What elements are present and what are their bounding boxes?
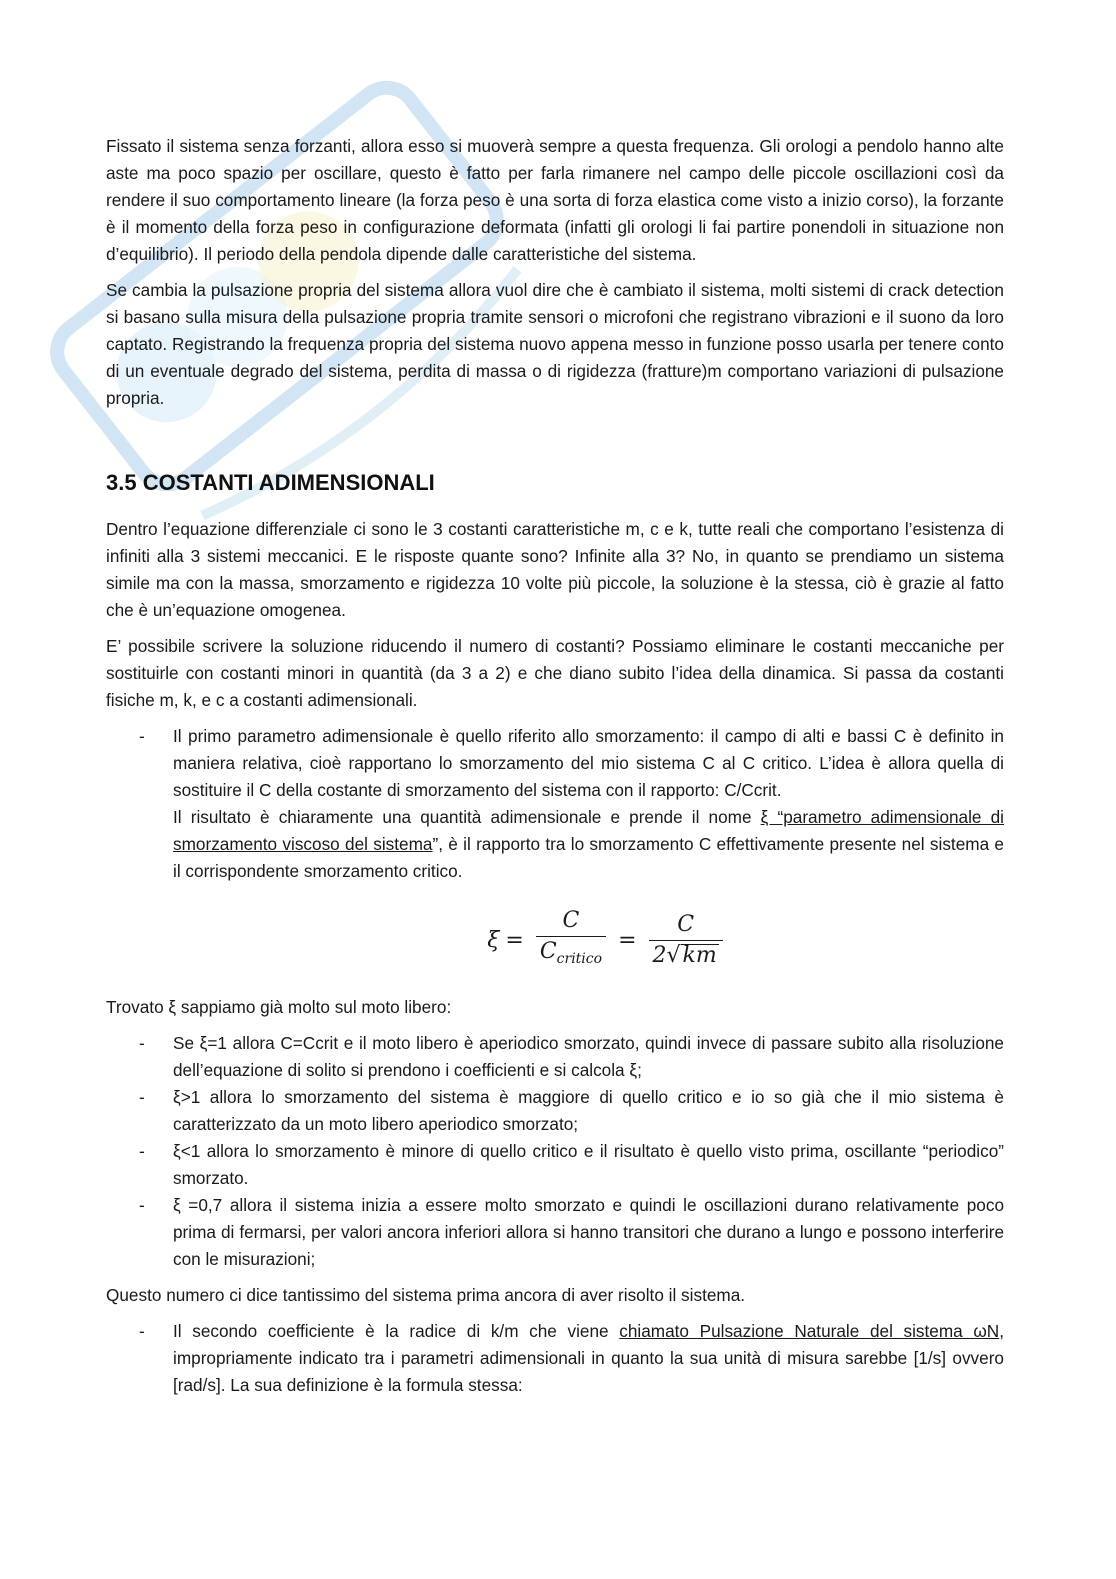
list-item-text: Se ξ=1 allora C=Ccrit e il moto libero è aperiodico smorzato, quindi invece di passare subito alla risoluzione dell’equazione di solito si prendono i coefficienti e si calcola ξ; bbox=[173, 1033, 1004, 1080]
list-item-natural-frequency bbox=[106, 1318, 1004, 1399]
dash-bullet: - bbox=[139, 1087, 145, 1107]
fraction-denominator: 2√km bbox=[649, 940, 723, 969]
paragraph-crack-detection: Se cambia la pulsazione propria del sistema allora vuol dire che è cambiato il sistema, molti sistemi di crack detection si basano sulla misura della pulsazione propria tramite sensori o microfoni che registrano vibrazioni e il suono da loro captato. Registrando la frequenza propria del sistema nuovo appena messo in funzione posso usarla per tenere conto di un eventuale degrado del sistema, perdita di massa o di rigidezza (fratture)m comportano variazioni di pulsazione propria. bbox=[106, 280, 1004, 408]
dash-bullet: - bbox=[139, 1141, 145, 1161]
fraction-c-over-ccritico bbox=[536, 908, 606, 972]
paragraph-constants: Dentro l’equazione differenziale ci sono le 3 costanti caratteristiche m, c e k, tutte reali che comportano l’esistenza di infiniti alla 3 sistemi meccanici. E le risposte quante sono? Infinite alla 3? No, in quanto se prendiamo un sistema simile ma con la massa, smorzamento e rigidezza 10 volte più piccole, la soluzione è la stessa, ciò è grazie al fatto che è un’equazione omogenea. bbox=[106, 519, 1004, 620]
dash-bullet: - bbox=[139, 1033, 145, 1053]
paragraph-xi-found: Trovato ξ sappiamo già molto sul moto libero: bbox=[106, 997, 452, 1017]
list-item bbox=[106, 1030, 1004, 1084]
section-heading: 3.5 COSTANTI ADIMENSIONALI bbox=[106, 470, 435, 495]
list-item-damping-parameter bbox=[106, 723, 1004, 885]
underlined-term-omega: chiamato Pulsazione Naturale del sistema ωN bbox=[619, 1321, 1000, 1341]
paragraph-pendulum: Fissato il sistema senza forzanti, allora esso si muoverà sempre a questa frequenza. Gli orologi a pendolo hanno alte aste ma poco spazio per oscillare, questo è fatto per farla rimanere nel campo delle piccole oscillazioni così da rendere il suo comportamento lineare (la forza peso è una sorta di forza elastica come visto a inizio corso), la forzante è il momento della forza peso in configurazione deformata (infatti gli orologi li fai partire ponendoli in situazione non d’equilibrio). Il periodo della pendola dipende dalle caratteristiche del sistema. bbox=[106, 136, 1004, 264]
fraction-c-over-2sqrtkm bbox=[649, 912, 723, 969]
formula-lhs: ξ bbox=[487, 927, 500, 953]
parameter-list-first bbox=[106, 723, 1004, 885]
list-item bbox=[106, 1138, 1004, 1192]
list-item-text: ξ>1 allora lo smorzamento del sistema è maggiore di quello critico e io so già che il mio sistema è caratterizzato da un moto libero aperiodico smorzato; bbox=[173, 1087, 1004, 1134]
fraction-numerator: C bbox=[677, 911, 695, 937]
dash-bullet: - bbox=[139, 726, 145, 746]
dash-bullet: - bbox=[139, 1195, 145, 1215]
list-item-text: ”, è il rapporto tra lo smorzamento C effettivamente presente nel sistema e il corrispondente smorzamento critico. bbox=[173, 834, 1004, 881]
list-item-text: Il primo parametro adimensionale è quello riferito allo smorzamento: il campo di alti e bassi C è definito in maniera relativa, cioè rapportano lo smorzamento del mio sistema C al C critico. L’idea è allora quella di sostituire il C della costante di smorzamento del sistema con il rapporto: C/Ccrit. bbox=[173, 726, 1004, 800]
paragraph-summary: Questo numero ci dice tantissimo del sistema prima ancora di aver risolto il sistema. bbox=[106, 1285, 746, 1305]
xi-formula bbox=[106, 894, 1004, 986]
fraction-denominator: $C_{critico}$ bbox=[536, 936, 606, 972]
list-item-text: , impropriamente indicato tra i parametri adimensionali in quanto la sua unità di misura sarebbe [1/s] ovvero [rad/s]. La sua definizione è la formula stessa: bbox=[173, 1321, 1004, 1395]
list-item-text: Il risultato è chiaramente una quantità adimensionale e prende il nome bbox=[173, 807, 761, 827]
underlined-term-xi: ξ “parametro adimensionale di smorzamento viscoso del sistema bbox=[173, 807, 1004, 854]
formula-equals: = bbox=[618, 927, 637, 953]
parameter-list-second bbox=[106, 1318, 1004, 1399]
formula-equals: = bbox=[505, 927, 524, 953]
xi-cases-list bbox=[106, 1030, 1004, 1273]
fraction-numerator: C bbox=[562, 908, 580, 933]
paragraph-dimensionless: E’ possibile scrivere la soluzione riducendo il numero di costanti? Possiamo eliminare le costanti meccaniche per sostituirle con costanti minori in quantità (da 3 a 2) e che diano subito l’idea della dinamica. Si passa da costanti fisiche m, k, e c a costanti adimensionali. bbox=[106, 636, 1004, 710]
dash-bullet: - bbox=[139, 1321, 145, 1341]
list-item-text: ξ<1 allora lo smorzamento è minore di quello critico e il risultato è quello visto prima, oscillante “periodico” smorzato. bbox=[173, 1141, 1004, 1188]
list-item bbox=[106, 1084, 1004, 1138]
list-item bbox=[106, 1192, 1004, 1273]
list-item-text: ξ =0,7 allora il sistema inizia a essere molto smorzato e quindi le oscillazioni durano relativamente poco prima di fermarsi, per valori ancora inferiori allora si hanno transitori che durano a lungo e possono interferire con le misurazioni; bbox=[173, 1195, 1004, 1269]
page-content bbox=[106, 133, 1004, 1408]
list-item-text: Il secondo coefficiente è la radice di k/m che viene bbox=[173, 1321, 620, 1341]
